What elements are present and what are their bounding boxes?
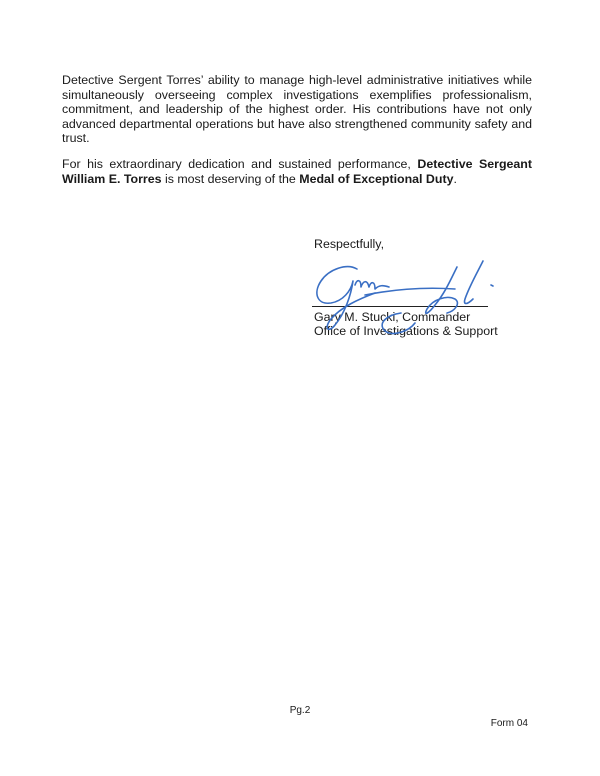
medal-name: Medal of Exceptional Duty <box>299 171 454 186</box>
signer-name: Gary M. Stucki, Commander <box>314 310 471 324</box>
form-number: Form 04 <box>490 718 528 729</box>
paragraph-2-text-1: For his extraordinary dedication and sustained performance, <box>62 157 418 171</box>
body-paragraph-2 <box>62 157 532 186</box>
body-paragraph-1: Detective Sergent Torres’ ability to manage high-level administrative initiatives while simultaneously overseeing complex investigations exemplifies professionalism, commitment, and leadership of the highest order. His contributions have not only advanced departmental operations but have also strengthened community safety and trust. <box>62 73 532 146</box>
paragraph-2-text-3: . <box>453 171 457 186</box>
closing-salutation: Respectfully, <box>314 237 385 251</box>
honoree-name: Detective Sergeant William E. Torres <box>62 157 532 186</box>
handwritten-signature-icon <box>305 255 505 345</box>
signer-office: Office of Investigations & Support <box>314 324 498 338</box>
paragraph-2-text-2: is most deserving of the <box>161 171 300 186</box>
page-number: Pg.2 <box>289 705 311 716</box>
